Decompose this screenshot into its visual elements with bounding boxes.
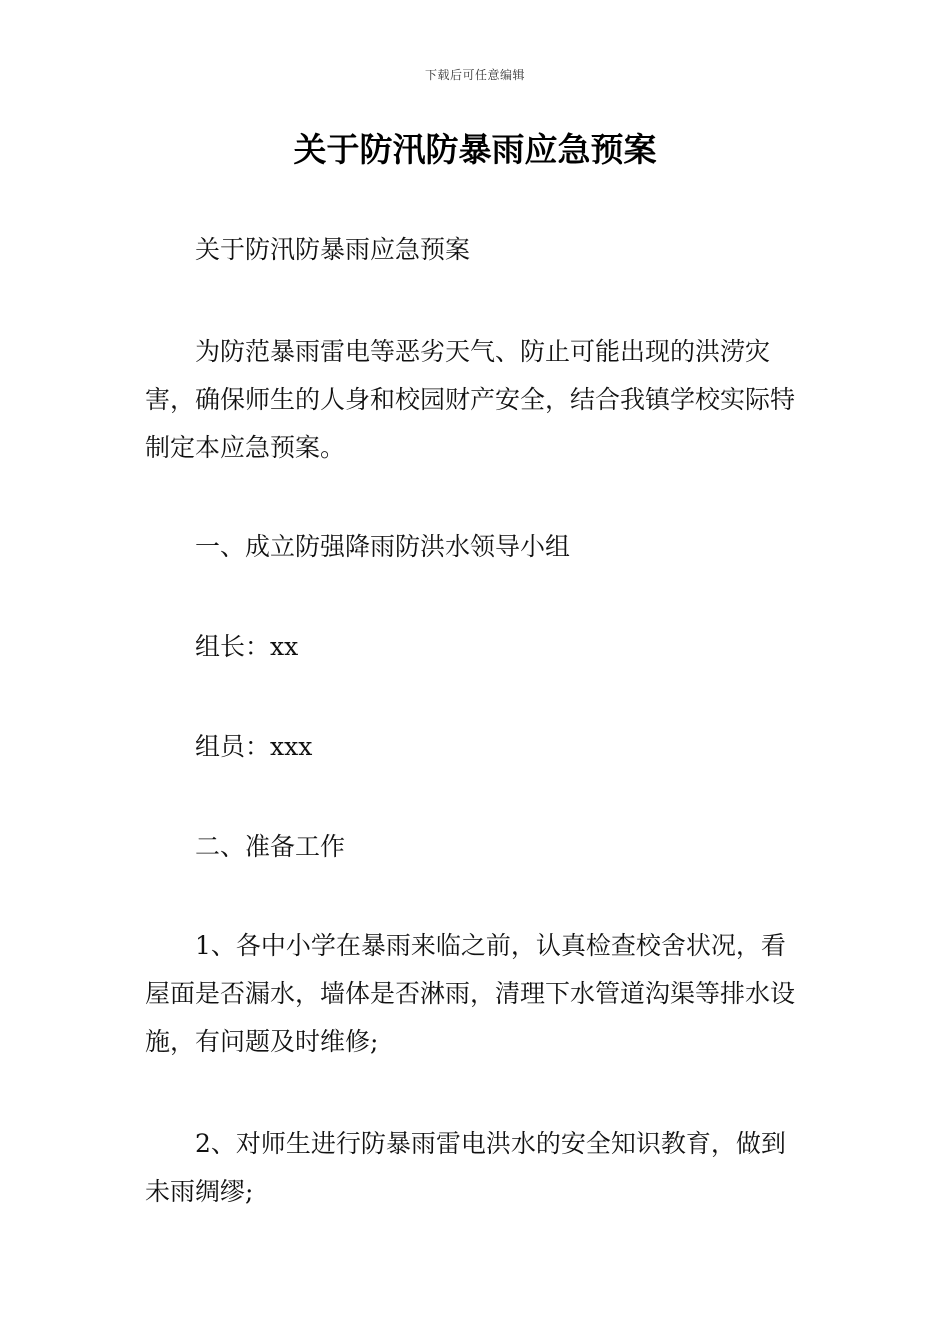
preparation-item-2: 2、对师生进行防暴雨雷电洪水的安全知识教育，做到未雨绸缪; xyxy=(145,1129,786,1206)
header-note: 下载后可任意编辑 xyxy=(424,68,525,82)
section-heading-leadership-group: 一、成立防强降雨防洪水领导小组 xyxy=(195,532,571,561)
subtitle-paragraph: 关于防汛防暴雨应急预案 xyxy=(195,235,471,264)
intro-paragraph: 为防范暴雨雷电等恶劣天气、防止可能出现的洪涝灾害，确保师生的人身和校园财产安全，结合我镇学校实际特制定本应急预案。 xyxy=(145,337,796,462)
section-heading-preparation: 二、准备工作 xyxy=(195,832,346,861)
preparation-item-1: 1、各中小学在暴雨来临之前，认真检查校舍状况，看屋面是否漏水，墙体是否淋雨，清理下水管道沟渠等排水设施，有问题及时维修; xyxy=(145,931,796,1056)
group-leader-line: 组长：xx xyxy=(195,632,299,661)
group-members-line: 组员：xxx xyxy=(195,732,313,761)
page-title: 关于防汛防暴雨应急预案 xyxy=(293,130,657,169)
